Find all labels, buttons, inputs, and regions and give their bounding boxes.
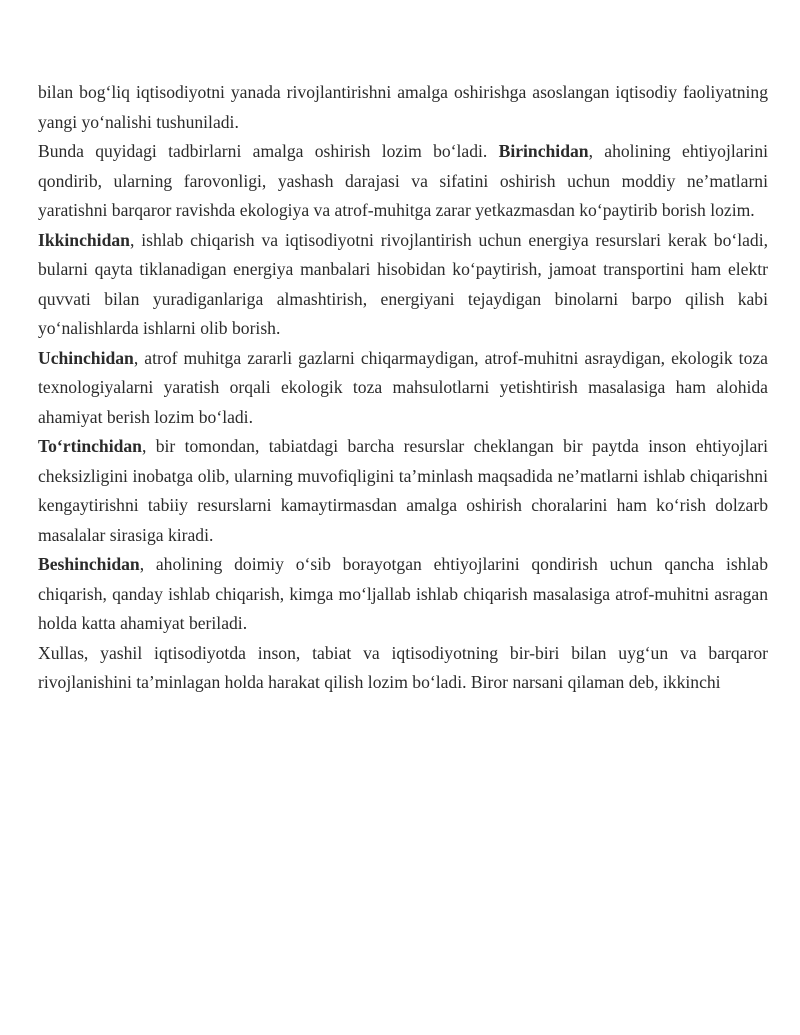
paragraph-uchinchidan (38, 344, 768, 433)
paragraph-lead-word: Uchinchidan (38, 347, 134, 368)
paragraph-text: , ishlab chiqarish va iqtisodiyotni rivojlantirish uchun energiya resurslari kerak bo‘ladi, bularni qayta tiklanadigan energiya manbalari hisobidan ko‘paytirish, jamoat transportini ham elektr quvvati bilan yuradiganlariga almashtirish, energiyani tejaydigan binolarni barpo qilish kabi yo‘nalishlarda ishlarni olib borish. (38, 229, 768, 338)
paragraph-lead-word: Birinchidan (498, 141, 589, 161)
paragraph-lead-word: Ikkinchidan (38, 229, 130, 250)
paragraph-text: , aholining ehtiyojlarini qondirib, ularning farovonligi, yashash darajasi va sifatini oshirish uchun moddiy ne’matlarni yaratishni barqaror ravishda ekologiya va atrof-muhitga zarar yetkazmasdan ko‘paytirib borish lozim. (38, 141, 768, 220)
paragraph-beshinchidan (38, 550, 768, 639)
paragraph-ikkinchidan (38, 226, 768, 344)
paragraph-text: Xullas, yashil iqtisodiyotda inson, tabiat va iqtisodiyotning bir-biri bilan uyg‘un va barqaror rivojlanishini ta’minlagan holda harakat qilish lozim bo‘ladi. Biror narsani qilaman deb, ikkinchi (38, 642, 768, 692)
paragraph-birinchidan (38, 137, 768, 226)
paragraph-intro: Bunda quyidagi tadbirlarni amalga oshirish lozim bo‘ladi. (38, 141, 499, 161)
paragraph-tortinchidan (38, 432, 768, 550)
paragraph-text: , bir tomondan, tabiatdagi barcha resurslar cheklangan bir paytda inson ehtiyojlari cheksizligini inobatga olib, ularning muvofiqligini ta’minlash maqsadida ne’matlarni ishlab chiqarishni kengaytirishni tabiiy resurslarni kamaytirmasdan amalga oshirish choralarini ham ko‘rish dolzarb masalalar sirasiga kiradi. (38, 436, 768, 545)
document-page (38, 78, 768, 698)
paragraph-lead-word: To‘rtinchidan (38, 436, 142, 456)
paragraph-xullas (38, 639, 768, 698)
paragraph-text: bilan bog‘liq iqtisodiyotni yanada rivojlantirishni amalga oshirishga asoslangan iqtisodiy faoliyatning yangi yo‘nalishi tushuniladi. (38, 82, 768, 132)
paragraph-lead-word: Beshinchidan (38, 554, 140, 574)
paragraph-continuation (38, 78, 768, 137)
paragraph-text: , aholining doimiy o‘sib borayotgan ehtiyojlarini qondirish uchun qancha ishlab chiqarish, qanday ishlab chiqarish, kimga mo‘ljallab ishlab chiqarish masalasiga atrof-muhitni asragan holda katta ahamiyat beriladi. (38, 554, 768, 633)
paragraph-text: , atrof muhitga zararli gazlarni chiqarmaydigan, atrof-muhitni asraydigan, ekologik toza texnologiyalarni yaratish orqali ekologik toza mahsulotlarni yetishtirish masalasiga ham alohida ahamiyat berish lozim bo‘ladi. (38, 347, 768, 427)
